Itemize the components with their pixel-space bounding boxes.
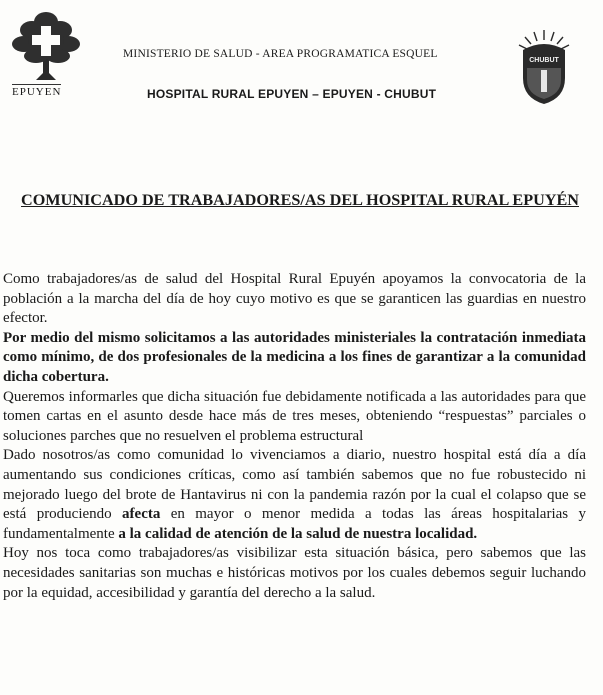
tree-cross-icon — [6, 4, 86, 86]
shield-text: CHUBUT — [529, 57, 559, 64]
paragraph-4-text-c: en mayor o menor medida a todas las áreas hospitalarias y fundamentalmente — [3, 506, 586, 542]
hospital-line: HOSPITAL RURAL EPUYEN – EPUYEN - CHUBUT — [147, 87, 437, 101]
paragraph-2: Por medio del mismo solicitamos a las autoridades ministeriales la contratación inmediata como mínimo, de dos profesionales de la medicina a los fines de garantizar a la comunidad dicha cobertura. — [3, 329, 586, 385]
paragraph-3: Queremos informarles que dicha situación fue debidamente notificada a las autoridades para que tomen cartas en el asunto desde hace más de tres meses, obteniendo “respuestas” parciales o soluciones parches que no resuelven el problema estructural — [3, 388, 586, 444]
paragraph-4 — [3, 446, 586, 544]
page-title: COMUNICADO DE TRABAJADORES/AS DEL HOSPITAL RURAL EPUYÉN — [21, 191, 579, 209]
paragraph-5: Hoy nos toca como trabajadores/as visibilizar esta situación básica, pero sabemos que las necesidades sanitarias son muchas e históricas motivos por los cuales debemos seguir luchando por la equidad, accesibilidad y garantía del derecho a la salud. — [3, 545, 586, 601]
paragraph-1: Como trabajadores/as de salud del Hospital Rural Epuyén apoyamos la convocatoria de la población a la marcha del día de hoy cuyo motivo es que se garanticen las guardias en nuestro efector. — [3, 271, 586, 327]
chubut-shield-logo — [515, 28, 573, 106]
document-body — [3, 270, 586, 603]
letterhead — [0, 0, 603, 120]
shield-icon — [515, 28, 573, 106]
hospital-logo — [6, 4, 86, 100]
paragraph-4-text-a: Dado nosotros/as como comunidad lo vivenciamos a diario, nuestro hospital está día a día aumentando sus condiciones críticas, como así también sabemos que no fue robustecido ni mejorado luego del brote de Hantavirus ni con la pandemia razón por la cual el colapso que se está produciendo — [3, 447, 586, 523]
paragraph-4-emphasis-afecta: afecta — [122, 506, 161, 523]
logo-caption: EPUYEN — [12, 86, 62, 98]
paragraph-4-emphasis-quality: a la calidad de atención de la salud de nuestra localidad. — [118, 525, 478, 542]
ministry-line: MINISTERIO DE SALUD - AREA PROGRAMATICA ESQUEL — [123, 48, 438, 60]
